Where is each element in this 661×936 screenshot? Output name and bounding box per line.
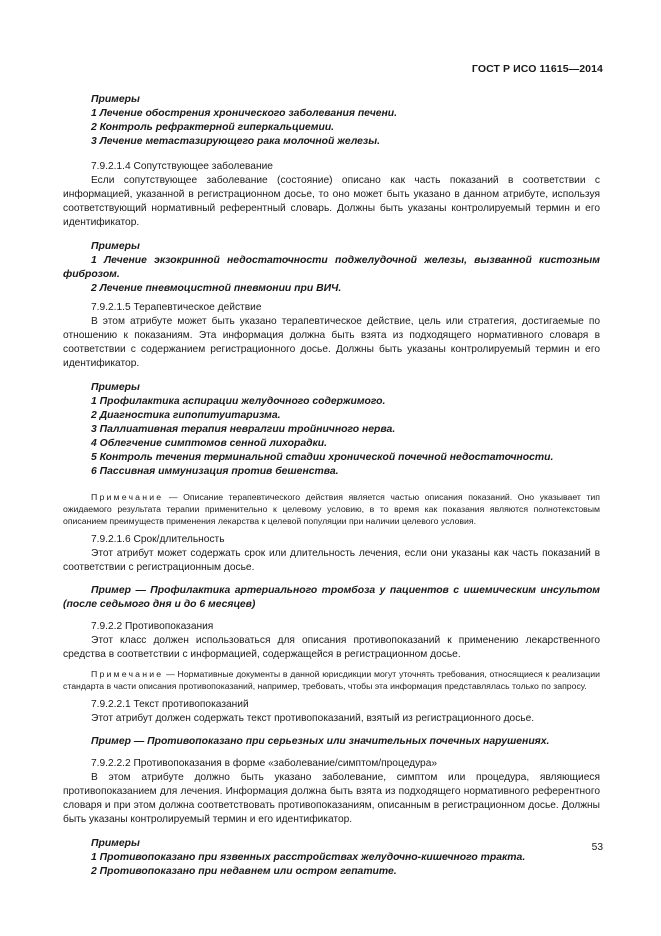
note-text: — Описание терапевтического действия является частью описания показаний. Оно указывает тип ожидаемого результата терапии применительно к целевому условию, в то время как показания являются полнотекстовым описанием преимуществ применения лекарства к целевой популяции при наличии целевого условия. xyxy=(63,492,600,526)
example-item: 1 Профилактика аспирации желудочного содержимого. xyxy=(91,396,386,407)
examples-heading: Примеры xyxy=(91,382,140,393)
note xyxy=(63,491,600,527)
section-text: Этот класс должен использоваться для описания противопоказаний к применению лекарственного средства в соответствии с информацией, содержащейся в регистрационном досье. xyxy=(63,635,600,660)
examples-block xyxy=(63,240,600,296)
section-text: Если сопутствующее заболевание (состояние) описано как часть показаний в соответствии с информацией, указанной в регистрационном досье, то оно может быть указано в данном атрибуте, используя соответствующий нормативный референтный словарь. Должны быть указаны контролируемый термин и его идентификатор. xyxy=(63,175,600,228)
section-text: В этом атрибуте должно быть указано заболевание, симптом или процедура, являющиеся противопоказанием для лечения. Информация должна быть взята из подходящего нормативного референтного словаря и при этом должна соответствовать противопоказаниям, описанным в регистрационном досье. Должны быть указаны контролируемый термин и его идентификатор. xyxy=(63,772,600,825)
examples-block xyxy=(63,93,600,149)
examples-heading: Примеры xyxy=(91,838,140,849)
section-title: 7.9.2.1.6 Срок/длительность xyxy=(91,534,225,545)
example-item: 2 Диагностика гипопитуитаризма. xyxy=(91,410,281,421)
document-header: ГОСТ Р ИСО 11615—2014 xyxy=(471,63,603,75)
example-item: 2 Противопоказано при недавнем или остром гепатите. xyxy=(91,866,397,877)
example-item: Пример — Противопоказано при серьезных или значительных почечных нарушениях. xyxy=(91,736,550,747)
note-label: Примечание xyxy=(91,492,164,502)
section-text: В этом атрибуте может быть указано терапевтическое действие, цель или стратегия, достигаемые по отношению к показаниям. Эта информация должна быть взята из подходящего нормативного словаря в соответствии с содержанием регистрационного досье. Должны быть указаны контролируемый термин и его идентификатор. xyxy=(63,316,600,369)
example-item: 2 Лечение пневмоцистной пневмонии при ВИЧ. xyxy=(91,283,342,294)
page-content xyxy=(63,93,600,884)
examples-block xyxy=(63,837,600,879)
note xyxy=(63,668,600,692)
example-item: 3 Лечение метастазирующего рака молочной железы. xyxy=(91,136,380,147)
example-item: 1 Лечение экзокринной недостаточности поджелудочной железы, вызванной кистозным фиброзом. xyxy=(63,255,600,280)
example-item: 1 Лечение обострения хронического заболевания печени. xyxy=(91,108,398,119)
section-text: Этот атрибут может содержать срок или длительность лечения, если они указаны как часть показаний в соответствии с регистрационным досье. xyxy=(63,548,600,573)
section-text: Этот атрибут должен содержать текст противопоказаний, взятый из регистрационного досье. xyxy=(91,713,535,724)
section-title: 7.9.2.2.2 Противопоказания в форме «заболевание/симптом/процедура» xyxy=(91,758,438,769)
examples-block xyxy=(63,381,600,479)
example-item: 5 Контроль течения терминальной стадии хронической почечной недостаточности. xyxy=(91,452,554,463)
section-title: 7.9.2.1.5 Терапевтическое действие xyxy=(91,302,262,313)
examples-heading: Примеры xyxy=(91,241,140,252)
example-item: 2 Контроль рефрактерной гиперкальциемии. xyxy=(91,122,335,133)
example-item: 1 Противопоказано при язвенных расстройствах желудочно-кишечного тракта. xyxy=(91,852,526,863)
note-text: — Нормативные документы в данной юрисдикции могут уточнять требования, относящиеся к реализации стандарта в части описания противопоказаний, например, требовать, чтобы эта информация представлялась только по запросу. xyxy=(63,669,600,691)
example-item: 6 Пассивная иммунизация против бешенства. xyxy=(91,466,339,477)
example-item: 4 Облегчение симптомов сенной лихорадки. xyxy=(91,438,328,449)
example-item: 3 Паллиативная терапия невралгии тройничного нерва. xyxy=(91,424,396,435)
example-item: Пример — Профилактика артериального тромбоза у пациентов с ишемическим инсультом (после седьмого дня и до 6 месяцев) xyxy=(63,585,600,610)
section-title: 7.9.2.2 Противопоказания xyxy=(91,621,214,632)
page-number: 53 xyxy=(591,842,603,853)
examples-heading: Примеры xyxy=(91,94,140,105)
note-label: Примечание xyxy=(91,669,164,679)
section-title: 7.9.2.2.1 Текст противопоказаний xyxy=(91,699,249,710)
section-title: 7.9.2.1.4 Сопутствующее заболевание xyxy=(91,161,273,172)
